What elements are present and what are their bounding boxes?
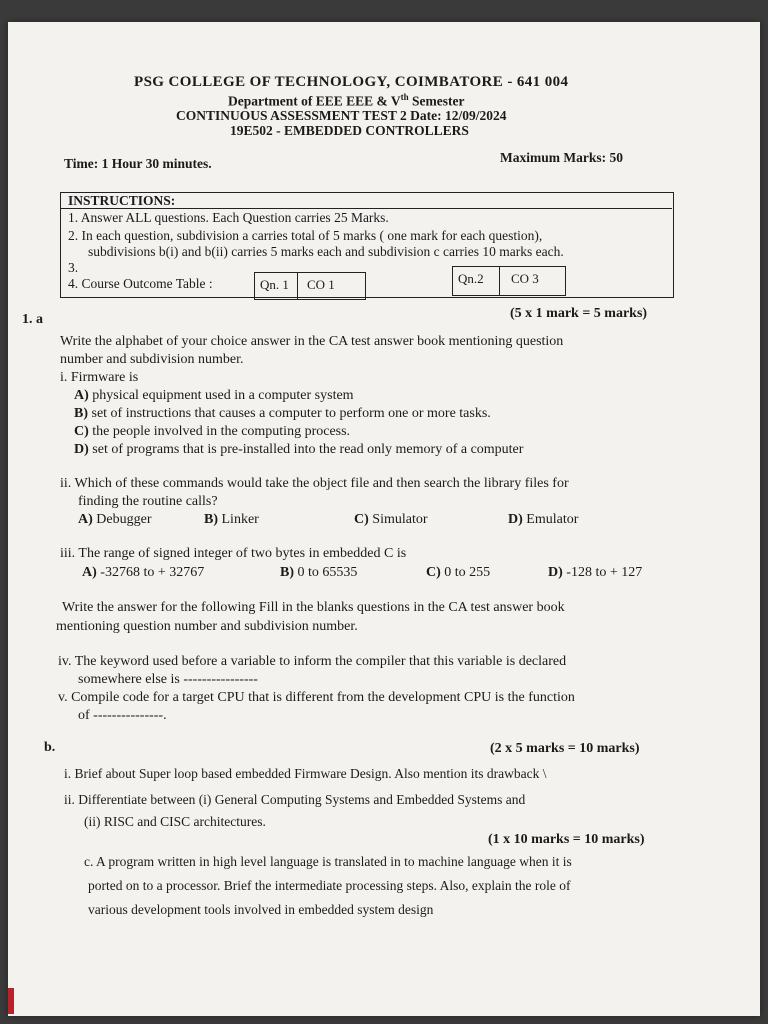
instruction-1: 1. Answer ALL questions. Each Question carries 25 Marks. (68, 210, 389, 225)
instruction-4: 4. Course Outcome Table : (68, 276, 213, 291)
q1a-v-1: v. Compile code for a target CPU that is different from the development CPU is the function (58, 690, 575, 705)
q1a-v-2: of ---------------. (78, 708, 167, 723)
co-table-cell-1 (254, 272, 366, 300)
test-title: CONTINUOUS ASSESSMENT TEST 2 Date: 12/09/2024 (176, 108, 507, 123)
co-value-1: CO 1 (307, 277, 335, 292)
q1a-ii-stem-1: ii. Which of these commands would take the object file and then search the library files for (60, 476, 569, 491)
q1b-ii-2: (ii) RISC and CISC architectures. (84, 814, 266, 829)
q1a-iv-2: somewhere else is ---------------- (78, 672, 258, 687)
q1c-line-2: ported on to a processor. Brief the intermediate processing steps. Also, explain the role of (88, 878, 571, 893)
q1c-line-3: various development tools involved in embedded system design (88, 902, 434, 917)
maximum-marks: Maximum Marks: 50 (500, 150, 623, 165)
q1a-i-stem: i. Firmware is (60, 370, 139, 385)
instruction-2b: subdivisions b(i) and b(ii) carries 5 marks each and subdivision c carries 10 marks each. (88, 244, 564, 259)
q1a-iii-option-d: D) -128 to + 127 (548, 565, 643, 580)
exam-paper (8, 22, 760, 1016)
q1a-ii-option-c: C) Simulator (354, 512, 428, 527)
q1b-marks: (2 x 5 marks = 10 marks) (490, 741, 640, 756)
department-line: Department of EEE EEE & Vth Semester (228, 92, 465, 109)
instruction-2a: 2. In each question, subdivision a carries total of 5 marks ( one mark for each question), (68, 228, 543, 243)
q1a-iii-option-b: B) 0 to 65535 (280, 565, 358, 580)
co-qn-2: Qn.2 (458, 271, 484, 286)
q1b-label: b. (44, 740, 56, 755)
q1c-marks: (1 x 10 marks = 10 marks) (488, 832, 645, 847)
q1a-i-option-d: D) set of programs that is pre-installed into the read only memory of a computer (74, 442, 524, 457)
q1b-ii-1: ii. Differentiate between (i) General Computing Systems and Embedded Systems and (64, 792, 526, 807)
q1a-i-option-a: A) physical equipment used in a computer system (74, 388, 354, 403)
q1a-ii-stem-2: finding the routine calls? (78, 494, 218, 509)
q1a-iii-option-c: C) 0 to 255 (426, 565, 491, 580)
q1a-marks: (5 x 1 mark = 5 marks) (510, 306, 648, 321)
edge-mark (8, 988, 14, 1014)
q1a-fill-intro-2: mentioning question number and subdivision number. (56, 619, 358, 634)
q1a-intro-1: Write the alphabet of your choice answer in the CA test answer book mentioning question (60, 334, 564, 349)
q1a-ii-option-a: A) Debugger (78, 512, 152, 527)
q1b-i: i. Brief about Super loop based embedded Firmware Design. Also mention its drawback \ (64, 766, 547, 781)
q1a-intro-2: number and subdivision number. (60, 352, 244, 367)
co-value-2: CO 3 (511, 271, 539, 286)
co-table-cell-2 (452, 266, 566, 296)
q1a-fill-intro-1: Write the answer for the following Fill in the blanks questions in the CA test answer book (62, 600, 565, 615)
time-allowed: Time: 1 Hour 30 minutes. (64, 156, 212, 171)
q1a-iii-option-a: A) -32768 to + 32767 (82, 565, 205, 580)
course-title: 19E502 - EMBEDDED CONTROLLERS (230, 123, 469, 138)
q1a-label: 1. a (22, 312, 43, 327)
q1a-i-option-b: B) set of instructions that causes a computer to perform one or more tasks. (74, 406, 491, 421)
instructions-heading: INSTRUCTIONS: (68, 193, 176, 208)
co-qn-1: Qn. 1 (260, 277, 289, 292)
q1a-ii-option-b: B) Linker (204, 512, 259, 527)
q1a-ii-option-d: D) Emulator (508, 512, 579, 527)
college-name: PSG COLLEGE OF TECHNOLOGY, COIMBATORE - 641 004 (134, 74, 569, 90)
q1a-iii-stem: iii. The range of signed integer of two bytes in embedded C is (60, 546, 407, 561)
q1c-line-1: c. A program written in high level language is translated in to machine language when it is (84, 854, 572, 869)
q1a-i-option-c: C) the people involved in the computing process. (74, 424, 351, 439)
q1a-iv-1: iv. The keyword used before a variable to inform the compiler that this variable is declared (58, 654, 567, 669)
instruction-3: 3. (68, 260, 79, 275)
